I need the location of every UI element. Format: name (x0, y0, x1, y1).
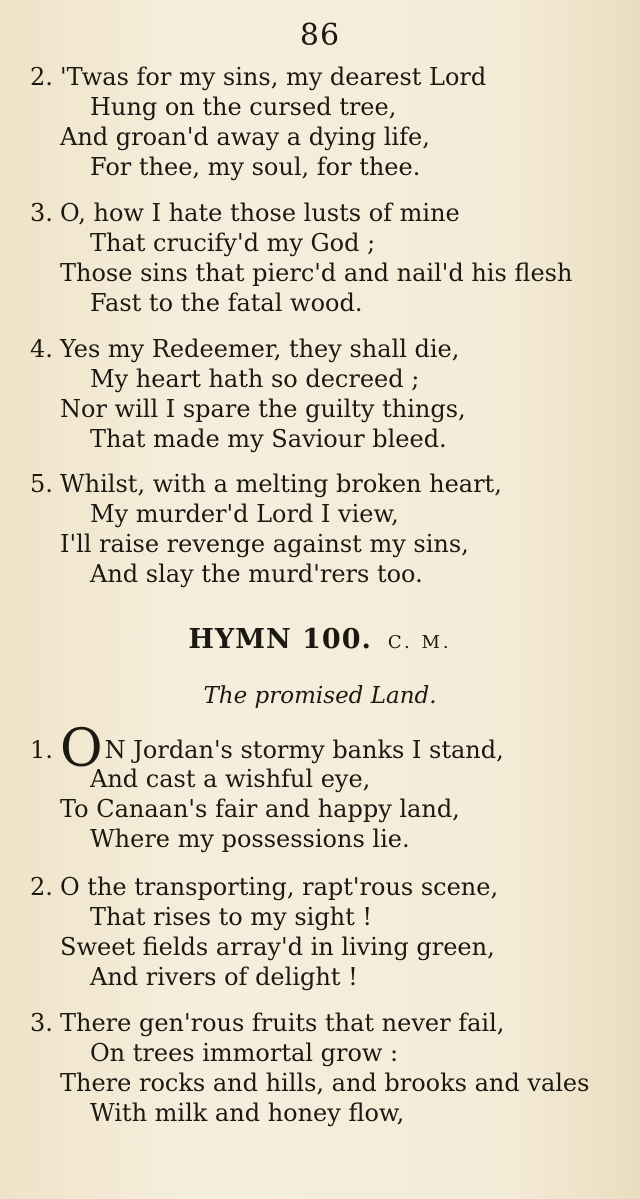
verse-line (30, 198, 630, 228)
verse-line (30, 1008, 630, 1038)
hymn-heading (0, 624, 640, 655)
verse-line: Those sins that pierc'd and nail'd his flesh (60, 259, 573, 287)
verse-line: That crucify'd my God ; (90, 229, 376, 257)
verse-text: N Jordan's stormy banks I stand, (104, 736, 504, 764)
stanza-number: 3. (30, 1009, 53, 1037)
verse-line: My murder'd Lord I view, (90, 500, 399, 528)
stanza-4 (30, 334, 630, 454)
verse-line: To Canaan's fair and happy land, (60, 795, 460, 823)
verse-line: And groan'd away a dying life, (60, 123, 430, 151)
verse-line: That rises to my sight ! (90, 903, 373, 931)
verse-text: There gen'rous fruits that never fail, (60, 1009, 505, 1037)
verse-line: And slay the murd'rers too. (90, 560, 423, 588)
verse-line (30, 469, 630, 499)
verse-text: O, how I hate those lusts of mine (60, 199, 460, 227)
verse-line: Fast to the fatal wood. (90, 289, 363, 317)
verse-line: Sweet fields array'd in living green, (60, 933, 495, 961)
hymn100-stanza-3 (30, 1008, 630, 1128)
verse-line (30, 62, 630, 92)
verse-line: With milk and honey flow, (90, 1099, 405, 1127)
verse-line: My heart hath so decreed ; (90, 365, 420, 393)
verse-text: O the transporting, rapt'rous scene, (60, 873, 499, 901)
verse-line: For thee, my soul, for thee. (90, 153, 421, 181)
verse-line: There rocks and hills, and brooks and vales (60, 1069, 590, 1097)
stanza-2 (30, 62, 630, 182)
verse-text: 'Twas for my sins, my dearest Lord (60, 63, 487, 91)
stanza-number: 1. (30, 736, 53, 764)
stanza-number: 2. (30, 873, 53, 901)
verse-line: And cast a wishful eye, (90, 765, 371, 793)
verse-line: And rivers of delight ! (90, 963, 358, 991)
drop-cap: O (60, 719, 103, 779)
stanza-3 (30, 198, 630, 318)
verse-line: Nor will I spare the guilty things, (60, 395, 466, 423)
verse-line: Where my possessions lie. (90, 825, 410, 853)
verse-line (30, 334, 630, 364)
verse-text: Whilst, with a melting broken heart, (60, 470, 502, 498)
verse-line: Hung on the cursed tree, (90, 93, 397, 121)
stanza-5 (30, 469, 630, 589)
verse-line: That made my Saviour bleed. (90, 425, 447, 453)
verse-line (30, 872, 630, 902)
hymn-subtitle: The promised Land. (203, 683, 437, 709)
hymn-title: HYMN 100. (188, 624, 372, 655)
stanza-number: 2. (30, 63, 53, 91)
stanza-number: 3. (30, 199, 53, 227)
hymn100-stanza-2 (30, 872, 630, 992)
verse-line: I'll raise revenge against my sins, (60, 530, 469, 558)
stanza-number: 5. (30, 470, 53, 498)
page-number: 86 (299, 18, 341, 53)
verse-text: Yes my Redeemer, they shall die, (60, 335, 460, 363)
hymn-meter: C. M. (387, 632, 452, 653)
verse-line: On trees immortal grow : (90, 1039, 399, 1067)
stanza-number: 4. (30, 335, 53, 363)
hymn100-stanza-1 (30, 719, 630, 854)
